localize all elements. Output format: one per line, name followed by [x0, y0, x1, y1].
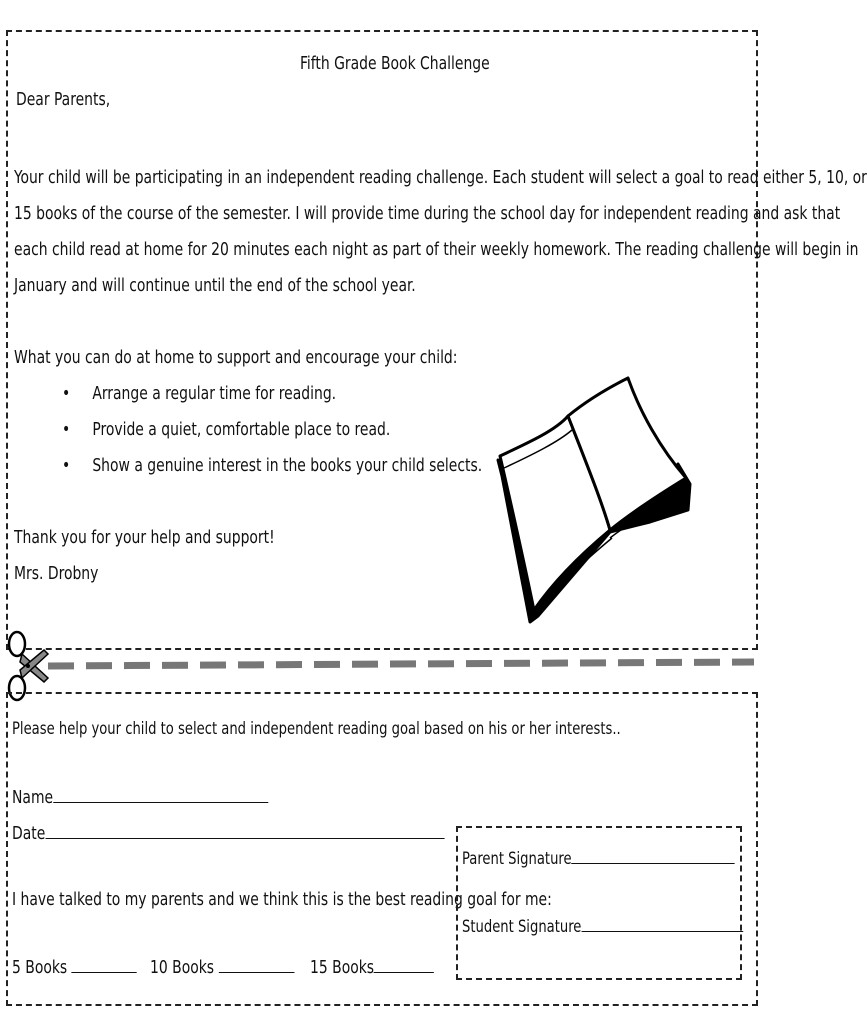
student-signature-field[interactable] [581, 931, 743, 932]
goal-statement: I have talked to my parents and we think this is the best reading goal for me: [12, 889, 552, 910]
support-heading: What you can do at home to support and encourage your child: [14, 347, 458, 368]
signature: Mrs. Drobny [14, 563, 99, 584]
tip-text: Arrange a regular time for reading. [92, 383, 337, 404]
name-field[interactable] [53, 802, 268, 803]
name-row [12, 788, 268, 809]
goal-option-10 [150, 958, 294, 979]
paragraph-line-3: each child read at home for 20 minutes each night as part of their weekly homework. The reading challenge will begin in [14, 239, 859, 260]
date-field[interactable] [45, 838, 444, 839]
option-blank[interactable] [72, 972, 137, 973]
tip-item: • Arrange a regular time for reading. [62, 383, 337, 404]
greeting: Dear Parents, [16, 89, 111, 110]
option-label: 15 Books [310, 957, 375, 978]
student-signature-row [462, 918, 743, 938]
parent-signature-field[interactable] [572, 863, 735, 864]
open-book-icon [490, 372, 700, 624]
tip-item: • Show a genuine interest in the books your child selects. [62, 455, 483, 476]
parent-signature-label: Parent Signature [462, 849, 572, 869]
cut-line [48, 660, 754, 670]
goal-option-15 [310, 958, 434, 979]
tip-text: Provide a quiet, comfortable place to read. [92, 419, 391, 440]
tip-text: Show a genuine interest in the books your child selects. [92, 455, 483, 476]
name-label: Name [12, 787, 54, 808]
option-label: 5 Books [12, 957, 68, 978]
closing: Thank you for your help and support! [14, 527, 275, 548]
date-label: Date [12, 823, 46, 844]
date-row [12, 824, 444, 845]
letter-title: Fifth Grade Book Challenge [300, 53, 490, 74]
goal-option-5 [12, 958, 137, 979]
parent-signature-row [462, 850, 735, 870]
paragraph-line-4: January and will continue until the end of the school year. [14, 275, 416, 296]
paragraph-line-2: 15 books of the course of the semester. I will provide time during the school day for independent reading and ask that [14, 203, 841, 224]
option-blank[interactable] [218, 972, 294, 973]
option-label: 10 Books [150, 957, 215, 978]
paragraph-line-1: Your child will be participating in an independent reading challenge. Each student will select a goal to read either 5, 10, or [14, 167, 867, 188]
tip-item: • Provide a quiet, comfortable place to read. [62, 419, 391, 440]
form-instruction: Please help your child to select and independent reading goal based on his or her interests.. [12, 719, 621, 739]
student-signature-label: Student Signature [462, 917, 582, 937]
option-blank[interactable] [374, 972, 434, 973]
